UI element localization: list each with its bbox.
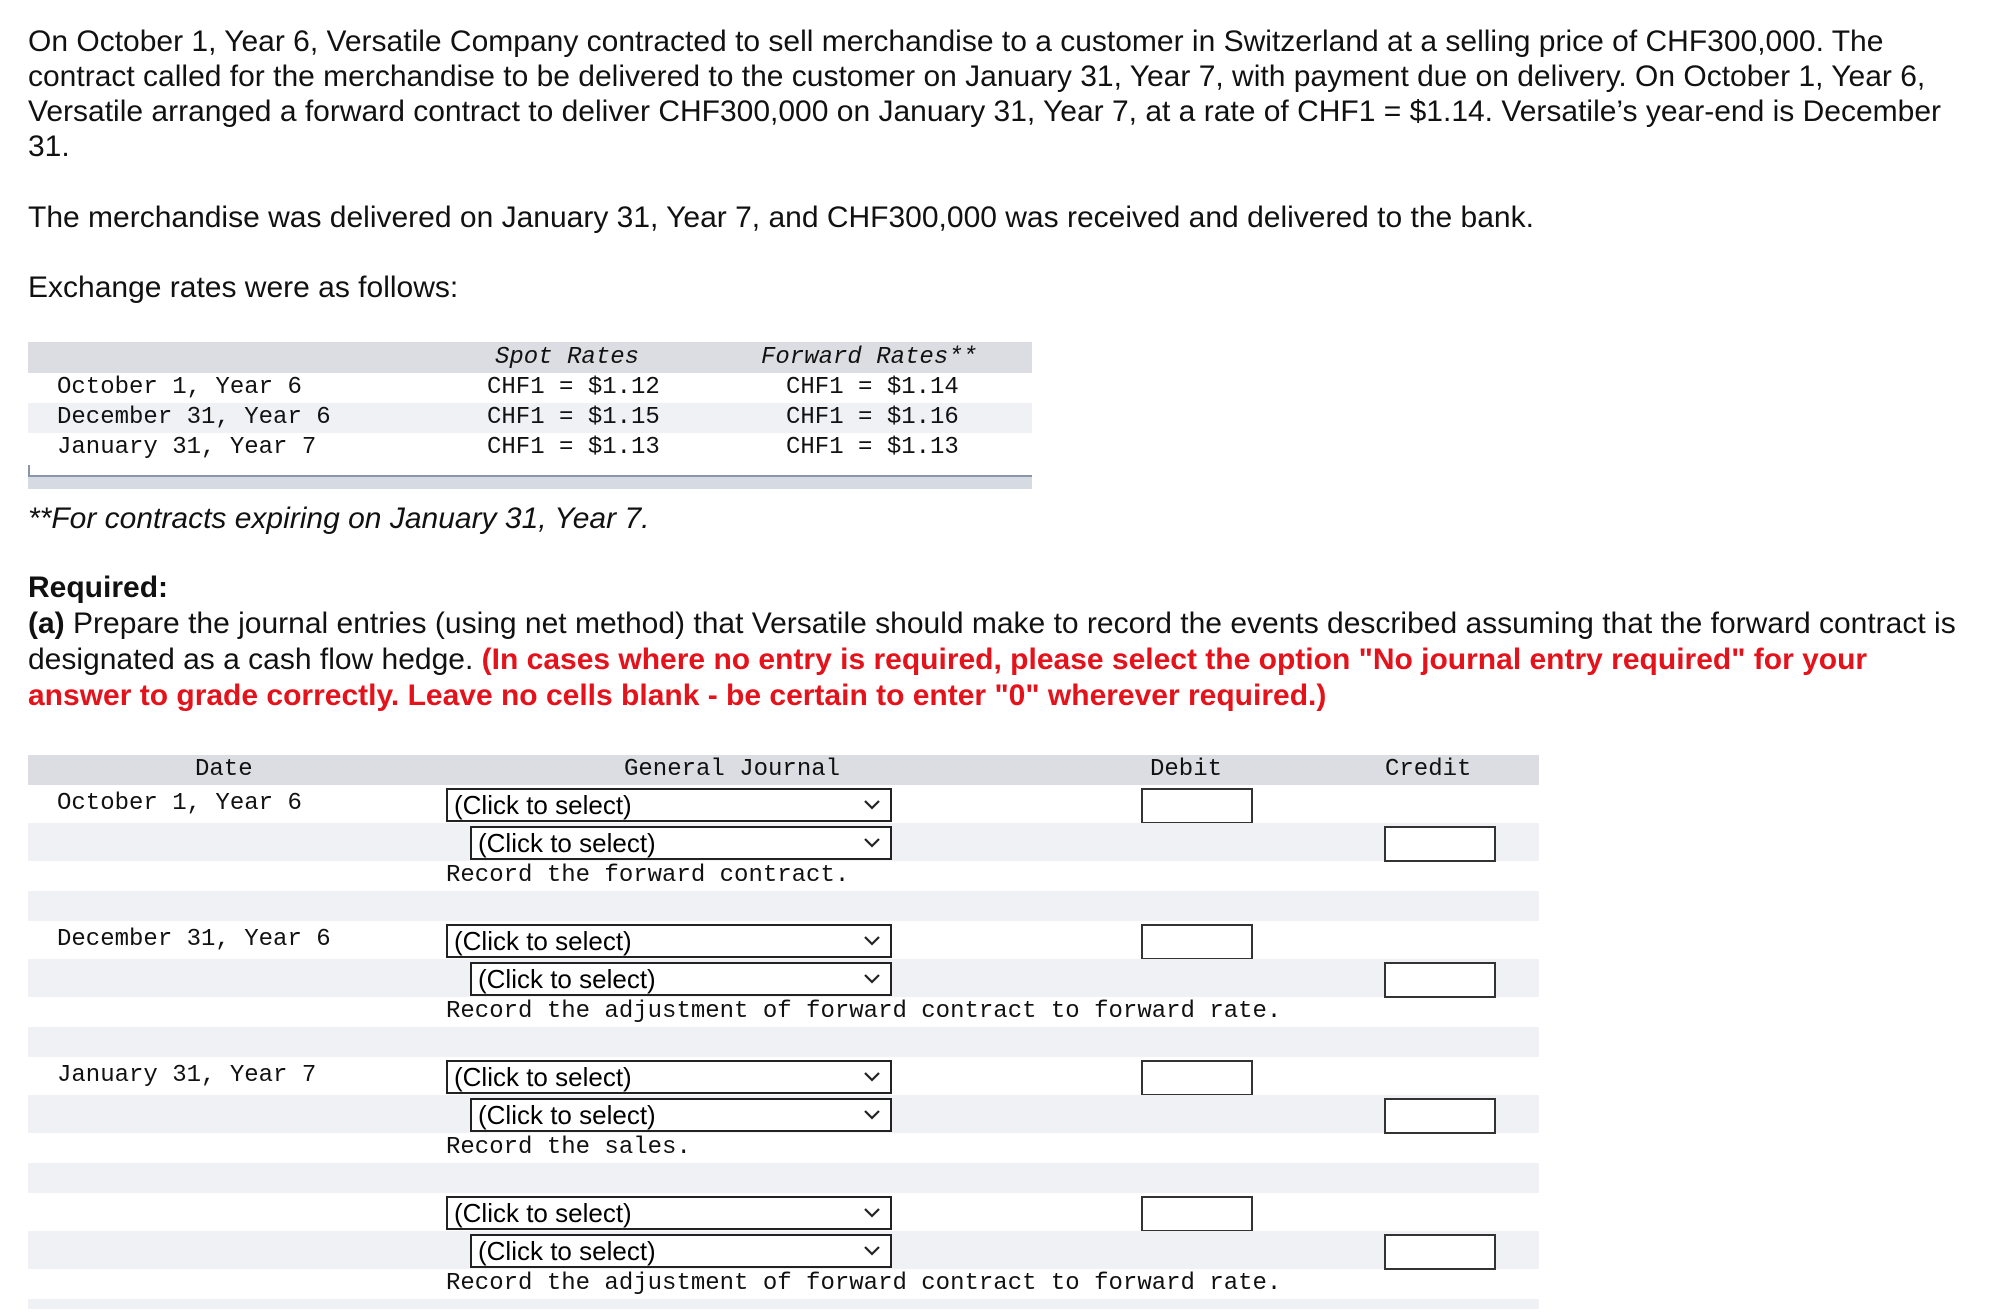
rates-footnote: **For contracts expiring on January 31, Year 7. (28, 502, 650, 535)
journal-credit-row (28, 1095, 1539, 1133)
journal-debit-row (28, 1193, 1539, 1231)
debit-amount-input[interactable] (1141, 788, 1253, 824)
credit-amount-input[interactable] (1384, 1234, 1496, 1270)
forward-rate: CHF1 = $1.16 (786, 404, 959, 431)
required-section (28, 570, 1978, 714)
required-heading: Required: (28, 571, 169, 604)
chevron-down-icon (862, 1239, 882, 1263)
select-placeholder: (Click to select) (478, 1236, 656, 1266)
entry-note: Record the adjustment of forward contract to forward rate. (446, 998, 1282, 1025)
select-placeholder: (Click to select) (478, 1100, 656, 1130)
forward-rate: CHF1 = $1.13 (786, 434, 959, 461)
journal-debit-row (28, 1057, 1539, 1095)
debit-account-select[interactable] (446, 1196, 892, 1230)
debit-account-select[interactable] (446, 1060, 892, 1094)
entry-note: Record the sales. (446, 1134, 691, 1161)
select-placeholder: (Click to select) (454, 1198, 632, 1228)
select-placeholder: (Click to select) (478, 828, 656, 858)
credit-column-header: Credit (1385, 756, 1472, 783)
spot-rates-header: Spot Rates (495, 344, 640, 371)
credit-amount-input[interactable] (1384, 962, 1496, 998)
rate-date: January 31, Year 7 (57, 434, 317, 461)
journal-note-row (28, 1133, 1539, 1163)
select-placeholder: (Click to select) (478, 964, 656, 994)
journal-debit-row (28, 921, 1539, 959)
select-placeholder: (Click to select) (454, 790, 632, 820)
entry-date: October 1, Year 6 (57, 790, 302, 817)
credit-amount-input[interactable] (1384, 826, 1496, 862)
journal-spacer-row (28, 891, 1539, 921)
credit-account-select[interactable] (470, 962, 892, 996)
journal-entry-table (28, 755, 1539, 1309)
debit-account-select[interactable] (446, 924, 892, 958)
chevron-down-icon (862, 929, 882, 953)
problem-intro-paragraph: On October 1, Year 6, Versatile Company contracted to sell merchandise to a customer in Switzerland at a selling price of CHF300,000. The contract called for the merchandise to be delivered to the customer on January 31, Year 7, with payment due on delivery. On October 1, Year 6, Versatile arranged a forward contract to deliver CHF300,000 on January 31, Year 7, at a rate of CHF1 = $1.14. Versatile’s year-end is December 31. (28, 25, 1941, 163)
exchange-rates-table (28, 342, 1032, 489)
debit-account-select[interactable] (446, 788, 892, 822)
rates-row (28, 373, 1032, 403)
journal-spacer-row (28, 1163, 1539, 1193)
journal-note-row (28, 997, 1539, 1027)
required-instruction: (In cases where no entry is required, please select the option "No journal entry required" for your answer to grade correctly. Leave no cells blank - be certain to enter "0" wherever required.) (28, 643, 1868, 712)
part-label: (a) (28, 607, 65, 640)
exchange-rates-label: Exchange rates were as follows: (28, 271, 459, 304)
delivery-paragraph: The merchandise was delivered on January 31, Year 7, and CHF300,000 was received and delivered to the bank. (28, 201, 1534, 234)
entry-date: January 31, Year 7 (57, 1062, 317, 1089)
rates-row (28, 403, 1032, 433)
journal-note-row (28, 861, 1539, 891)
entry-date: December 31, Year 6 (57, 926, 331, 953)
journal-debit-row (28, 785, 1539, 823)
rate-date: December 31, Year 6 (57, 404, 331, 431)
debit-amount-input[interactable] (1141, 1060, 1253, 1096)
journal-credit-row (28, 823, 1539, 861)
spot-rate: CHF1 = $1.15 (487, 404, 660, 431)
required-text: Prepare the journal entries (using net method) that Versatile should make to record the events described assuming that the forward contract is designated as a cash flow hedge. (28, 607, 1956, 676)
chevron-down-icon (862, 1201, 882, 1225)
entry-note: Record the forward contract. (446, 862, 850, 889)
forward-rate: CHF1 = $1.14 (786, 374, 959, 401)
credit-account-select[interactable] (470, 1234, 892, 1268)
debit-amount-input[interactable] (1141, 924, 1253, 960)
chevron-down-icon (862, 1065, 882, 1089)
journal-spacer-row (28, 1027, 1539, 1057)
debit-column-header: Debit (1150, 756, 1223, 783)
chevron-down-icon (862, 831, 882, 855)
journal-spacer-row (28, 1299, 1539, 1309)
forward-rates-header: Forward Rates** (761, 344, 978, 371)
general-journal-column-header: General Journal (624, 756, 841, 783)
journal-credit-row (28, 1231, 1539, 1269)
spot-rate: CHF1 = $1.12 (487, 374, 660, 401)
rates-table-footer-bar (28, 475, 1032, 489)
date-column-header: Date (195, 756, 253, 783)
chevron-down-icon (862, 1103, 882, 1127)
credit-account-select[interactable] (470, 826, 892, 860)
select-placeholder: (Click to select) (454, 1062, 632, 1092)
credit-amount-input[interactable] (1384, 1098, 1496, 1134)
debit-amount-input[interactable] (1141, 1196, 1253, 1232)
journal-header (28, 755, 1539, 785)
chevron-down-icon (862, 793, 882, 817)
rates-table-header (28, 342, 1032, 373)
spot-rate: CHF1 = $1.13 (487, 434, 660, 461)
rate-date: October 1, Year 6 (57, 374, 302, 401)
credit-account-select[interactable] (470, 1098, 892, 1132)
journal-credit-row (28, 959, 1539, 997)
journal-note-row (28, 1269, 1539, 1299)
chevron-down-icon (862, 967, 882, 991)
rates-row (28, 433, 1032, 463)
select-placeholder: (Click to select) (454, 926, 632, 956)
entry-note: Record the adjustment of forward contract to forward rate. (446, 1270, 1282, 1297)
